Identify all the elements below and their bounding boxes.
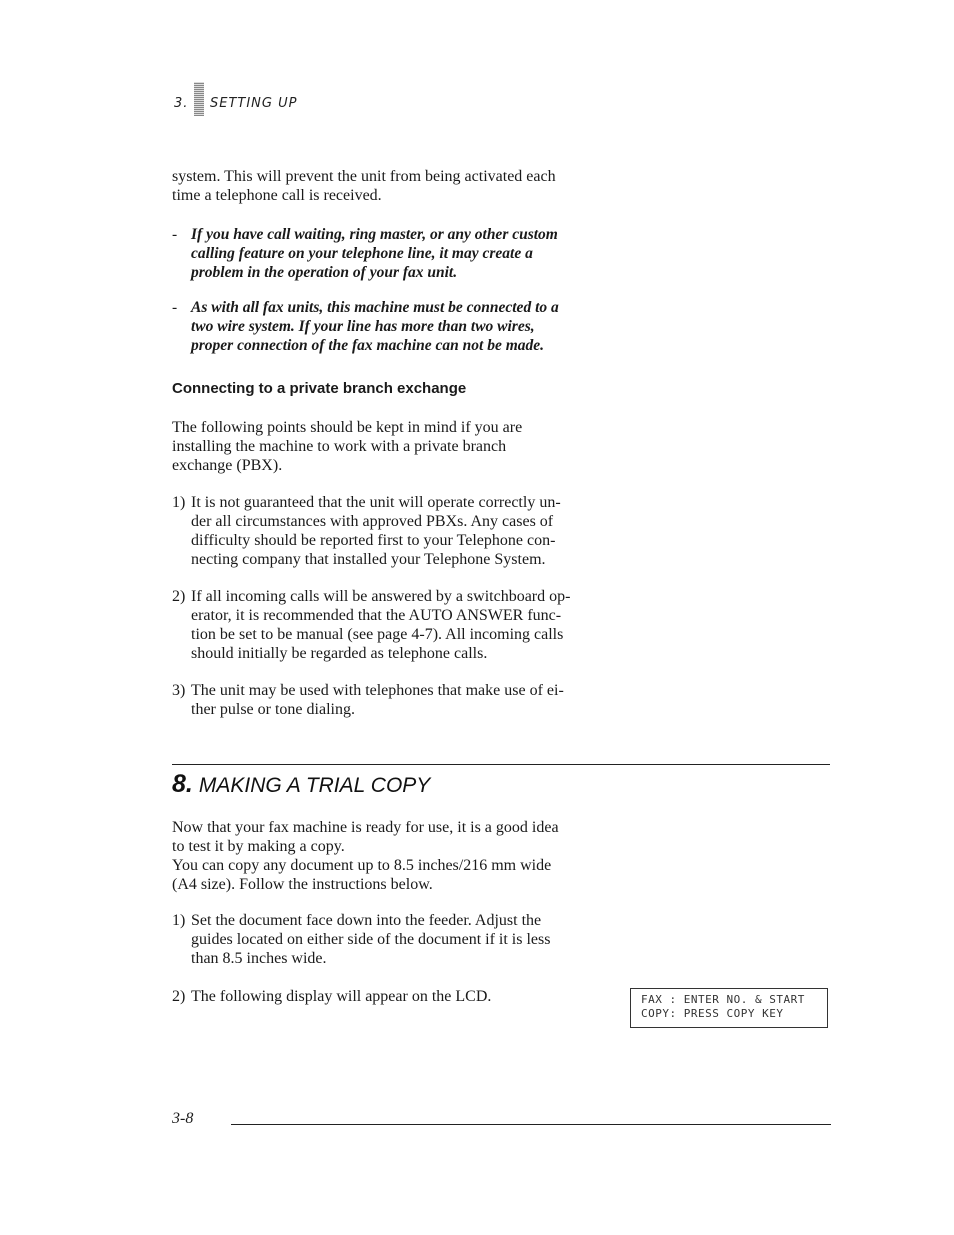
note-two-wire [172,298,596,358]
section-number: 8. [172,770,193,798]
pbx-heading: Connecting to a private branch exchange [172,380,467,397]
text-line: der all circumstances with approved PBXs. Any cases of [191,513,554,530]
text-line: system. This will prevent the unit from being activated each [172,168,556,185]
note-dash: - [172,226,178,243]
text-line: Now that your fax machine is ready for use, it is a good idea [172,819,559,836]
lcd-line-1: FAX : ENTER NO. & START [641,993,805,1006]
text-line: should initially be regarded as telephone calls. [191,645,488,662]
text-line: The following display will appear on the LCD. [191,988,492,1005]
lcd-line-2: COPY: PRESS COPY KEY [641,1007,784,1020]
item-number: 2) [172,588,186,605]
text-line: If you have call waiting, ring master, or any other custom [191,226,558,243]
running-header [172,82,472,116]
section-title [172,770,672,799]
intro-paragraph [172,167,596,205]
text-line: Set the document face down into the feeder. Adjust the [191,912,542,929]
text-line: problem in the operation of your fax unit. [191,264,458,281]
note-call-waiting [172,225,596,285]
header-tab-icon [194,82,204,116]
text-line: necting company that installed your Telephone System. [191,551,546,568]
text-line: difficulty should be reported first to your Telephone con- [191,532,556,549]
item-number: 1) [172,494,186,511]
section-title-text: MAKING A TRIAL COPY [198,774,431,797]
step-1 [172,911,596,971]
text-line: guides located on either side of the document if it is less [191,931,551,948]
text-line: The following points should be kept in mind if you are [172,419,523,436]
text-line: calling feature on your telephone line, it may create a [191,245,533,262]
text-line: exchange (PBX). [172,457,283,474]
pbx-item-2 [172,587,596,665]
lcd-display [630,988,828,1028]
pbx-item-3 [172,681,596,721]
header-chapter-number: 3. [174,96,189,111]
section-intro-paragraph [172,818,596,894]
text-line: The unit may be used with telephones that make use of ei- [191,682,564,699]
text-line: It is not guaranteed that the unit will operate correctly un- [191,494,561,511]
text-line: erator, it is recommended that the AUTO ANSWER func- [191,607,562,624]
item-number: 3) [172,682,186,699]
item-number: 2) [172,988,186,1005]
text-line: You can copy any document up to 8.5 inches/216 mm wide [172,857,552,874]
text-line: ther pulse or tone dialing. [191,701,355,718]
text-line: to test it by making a copy. [172,838,345,855]
text-line: As with all fax units, this machine must be connected to a [191,299,559,316]
pbx-intro-paragraph [172,418,596,475]
text-line: proper connection of the fax machine can not be made. [191,337,545,354]
text-line: tion be set to be manual (see page 4-7). All incoming calls [191,626,564,643]
text-line: time a telephone call is received. [172,187,382,204]
header-chapter-title: SETTING UP [210,96,298,111]
note-dash: - [172,299,178,316]
item-number: 1) [172,912,186,929]
text-line: installing the machine to work with a private branch [172,438,507,455]
text-line: If all incoming calls will be answered by a switchboard op- [191,588,571,605]
footer-rule [231,1124,831,1125]
text-line: two wire system. If your line has more than two wires, [191,318,535,335]
text-line: (A4 size). Follow the instructions below. [172,876,433,893]
pbx-item-1 [172,493,596,571]
step-2 [172,987,596,1009]
text-line: than 8.5 inches wide. [191,950,327,967]
section-divider [172,764,830,765]
page-number: 3-8 [172,1110,194,1127]
